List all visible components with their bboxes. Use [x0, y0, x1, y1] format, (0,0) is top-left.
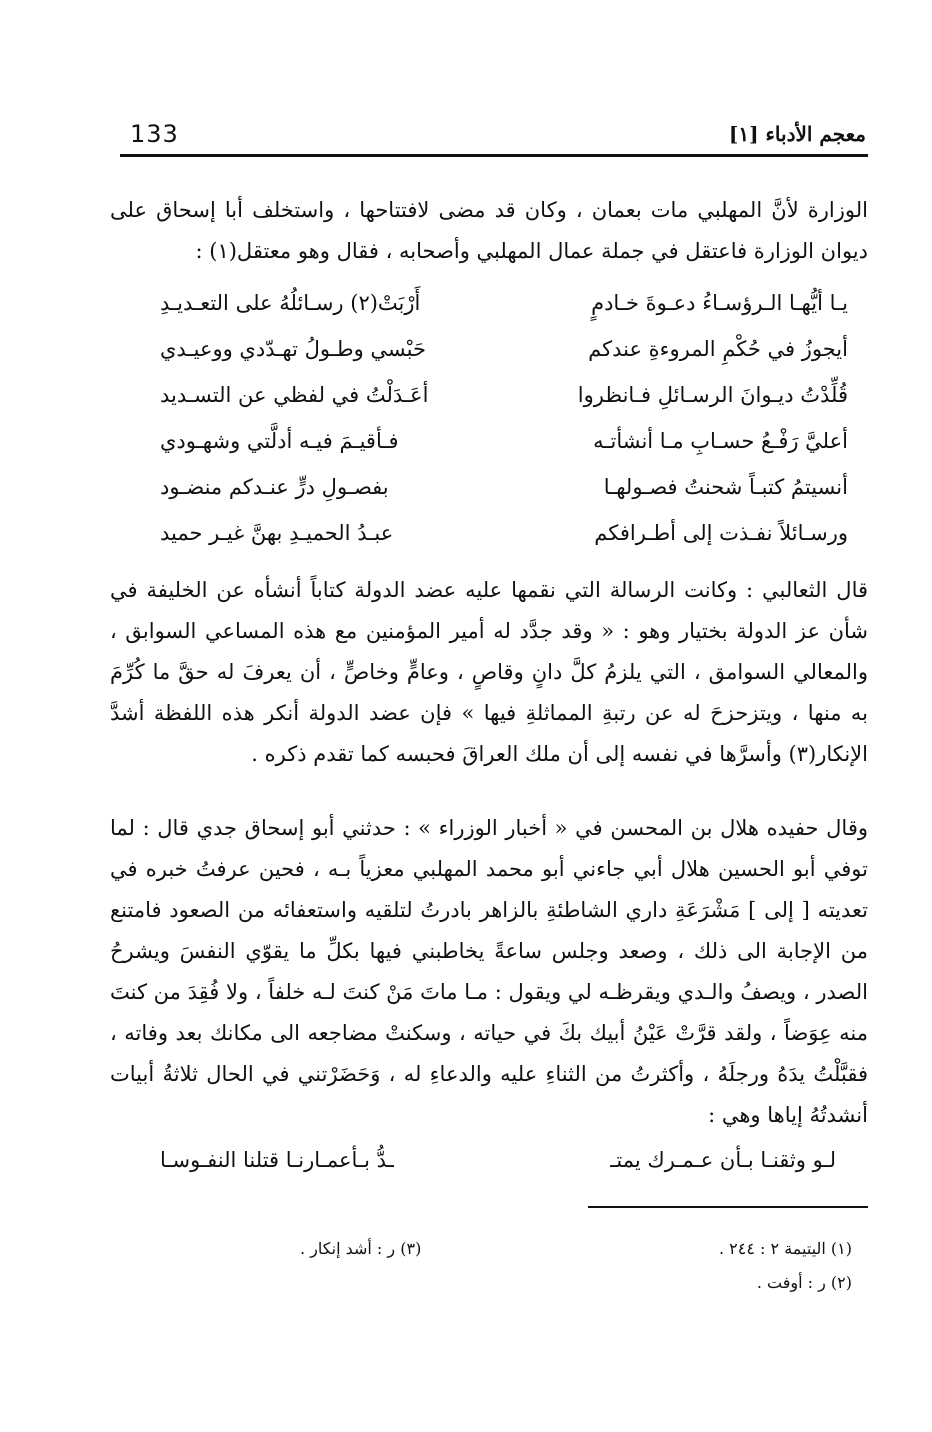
paragraph-2: قال الثعالبي : وكانت الرسالة التي نقمها عليه عضد الدولة كتاباً أنشأه عن الخليفة في شأن عز الدولة بختيار وهو : « وقد جدَّد له أمير المؤمنين مع هذه المساعي السوابق ، والمعالي السوامق ، التي يلزمُ كلَّ دانٍ وقاصٍ ، وعامٍّ وخاصٍّ ، أن يعرفَ له حقَّ ما كُرِّمَ به منها ، ويتزحزحَ له عن رتبةِ المماثلةِ فيها » فإن عضد الدولة أنكر هذه اللفظة أشدَّ الإنكار(٣) وأسرَّها في نفسه إلى أن ملك العراقَ فحبسه كما تقدم ذكره . [110, 578, 868, 766]
book-title: معجم الأدباء [١] [728, 122, 866, 146]
verse-6 [160, 510, 848, 556]
paragraph-3: وقال حفيده هلال بن المحسن في « أخبار الوزراء » : حدثني أبو إسحاق جدي قال : لما توفي أبو الحسين هلال أبي جاءني أبو محمد المهلبي معزياً بـه ، فحين عرفتُ خبره في تعديته [ إلى ] مَشْرَعَةِ داري الشاطئةِ بالزاهر بادرتُ لتلقيه واستعفائه من الصعود فامتنع من الإجابة الى ذلك ، وصعد وجلس ساعةً يخاطبني فيها بكلِّ ما يقوّي النفسَ ويشرحُ الصدر ، ويصفُ والـدي ويقرظـه لي ويقول : مـا ماتَ مَنْ كنتَ لـه خلفاً ، ولا فُقِدَ من كنتَ منه عِوَضاً ، ولقد قرَّتْ عَيْنُ أبيك بكَ في حياته ، وسكنتْ مضاجعه الى مكانك بعد وفاته ، فقبَّلْتُ يدَهُ ورجلَهُ ، وأكثرتُ من الثناءِ عليه والدعاءِ له ، وَحَضَرْتني في الحال ثلاثةُ أبيات أنشدتُهُ إياها وهي : [110, 816, 868, 1127]
verse-2-second-hemistich: حَبْسي وطـولُ تهـدّدي ووعيـدي [160, 337, 426, 361]
footnote-1: (١) اليتيمة ٢ : ٢٤٤ . [719, 1239, 852, 1258]
verse-7 [160, 1138, 836, 1182]
verse-4-first-hemistich: أعليَّ رَفْـعُ حسـابِ مـا أنشأتـه [593, 429, 848, 453]
verse-1 [160, 280, 848, 326]
footnote-2: (٢) ر : أوفت . [756, 1273, 852, 1292]
verse-6-second-hemistich: عبـدُ الحميـدِ بهنَّ غيـر حميد [160, 521, 394, 545]
verse-5-second-hemistich: بفصـولِ درٍّ عنـدكم منضـود [160, 475, 389, 499]
verse-2-first-hemistich: أيجوزُ في حُكْمِ المروءةِ عندكم [588, 337, 848, 361]
verse-3 [160, 372, 848, 418]
verse-5-first-hemistich: أنسيتمُ كتبـاً شحنتُ فصـولهـا [603, 475, 848, 499]
running-head [120, 118, 866, 158]
verse-4 [160, 418, 848, 464]
paragraph-1: الوزارة لأنَّ المهلبي مات بعمان ، وكان قد مضى لافتتاحها ، واستخلف أبا إسحاق على ديوان الوزارة فاعتقل في جملة عمال المهلبي وأصحابه ، فقال وهو معتقل(١) : [110, 198, 868, 263]
header-rule [120, 154, 868, 157]
poem-block-1 [160, 280, 848, 556]
verse-2 [160, 326, 848, 372]
footnotes [300, 1232, 852, 1300]
verse-1-first-hemistich: يـا أيُّهـا الـرؤسـاءُ دعـوةَ خـادمٍ [591, 291, 848, 315]
verse-3-first-hemistich: قُلِّدْتُ ديـوانَ الرسـائلِ فـانظروا [577, 383, 848, 407]
verse-3-second-hemistich: أعَـدَلْتُ في لفظي عن التسـديد [160, 383, 429, 407]
verse-7-second-hemistich: ـدُّ بـأعمـارنـا قتلنا النفـوسـا [160, 1148, 394, 1172]
verse-4-second-hemistich: فـأقيـمَ فيـه أدلَّتي وشهـودي [160, 429, 399, 453]
verse-5 [160, 464, 848, 510]
footnote-3: (٣) ر : أشد إنكار . [300, 1239, 422, 1258]
page-number: 133 [130, 120, 179, 148]
footnote-row-1 [300, 1232, 852, 1266]
footnote-rule [588, 1206, 868, 1208]
verse-1-second-hemistich: أَرْبَتْ(٢) رسـائلُهُ على التعـديـدِ [160, 291, 421, 315]
verse-7-first-hemistich: لـو وثقنـا بـأن عـمـرك يمتـ [610, 1148, 836, 1172]
verse-6-first-hemistich: ورسـائلاً نفـذت إلى أطـرافكم [594, 521, 848, 545]
footnote-row-2 [300, 1266, 852, 1300]
poem-block-2 [160, 1138, 836, 1182]
